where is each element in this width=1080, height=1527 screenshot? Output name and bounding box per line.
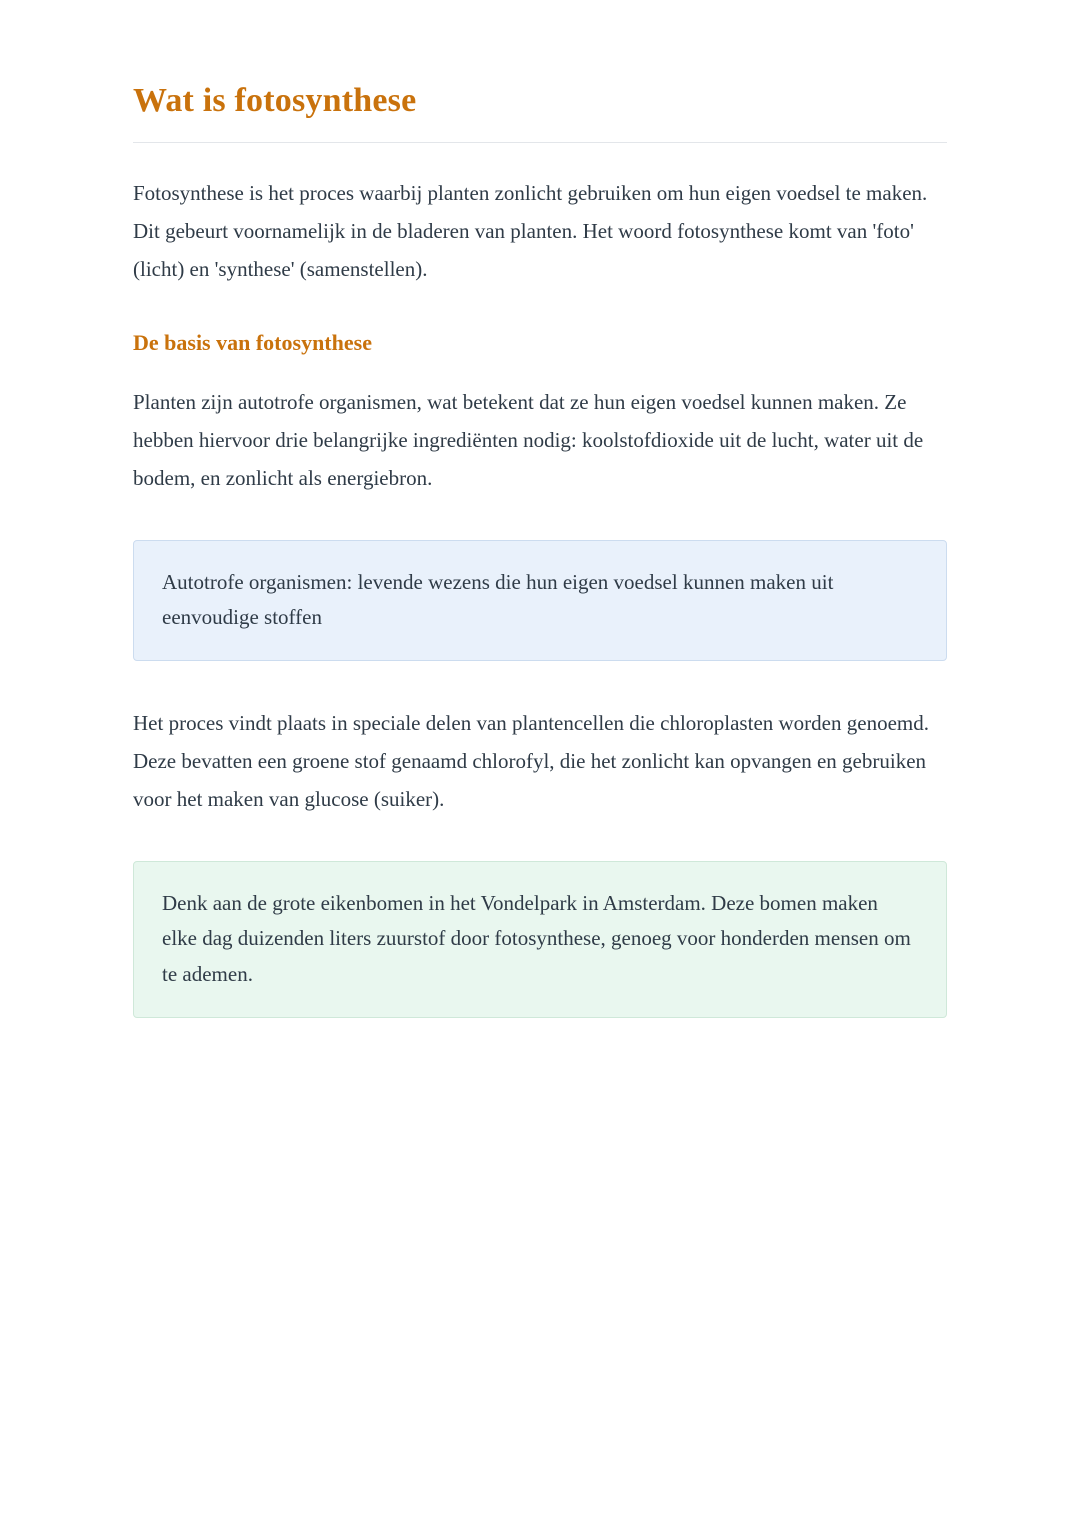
section-heading: De basis van fotosynthese bbox=[133, 330, 372, 356]
definition-callout bbox=[133, 540, 947, 661]
document-page bbox=[133, 0, 947, 1018]
page-title: Wat is fotosynthese bbox=[133, 82, 417, 119]
intro-paragraph: Fotosynthese is het proces waarbij planten zonlicht gebruiken om hun eigen voedsel te maken. Dit gebeurt voornamelijk in de bladeren van planten. Het woord fotosynthese komt van 'foto' (licht) en 'synthese' (samenstellen). bbox=[133, 181, 928, 281]
definition-text: Autotrofe organismen: levende wezens die hun eigen voedsel kunnen maken uit eenvoudige stoffen bbox=[162, 569, 834, 630]
example-text: Denk aan de grote eikenbomen in het Vondelpark in Amsterdam. Deze bomen maken elke dag duizenden liters zuurstof door fotosynthese, genoeg voor honderden mensen om te ademen. bbox=[162, 890, 911, 986]
title-divider bbox=[133, 142, 947, 143]
example-callout bbox=[133, 861, 947, 1018]
section-paragraph-1: Planten zijn autotrofe organismen, wat betekent dat ze hun eigen voedsel kunnen maken. Ze hebben hiervoor drie belangrijke ingrediënten nodig: koolstofdioxide uit de lucht, water uit de bodem, en zonlicht als energiebron. bbox=[133, 390, 924, 490]
section-paragraph-2: Het proces vindt plaats in speciale delen van plantencellen die chloroplasten worden genoemd. Deze bevatten een groene stof genaamd chlorofyl, die het zonlicht kan opvangen en gebruiken voor het maken van glucose (suiker). bbox=[133, 711, 929, 811]
